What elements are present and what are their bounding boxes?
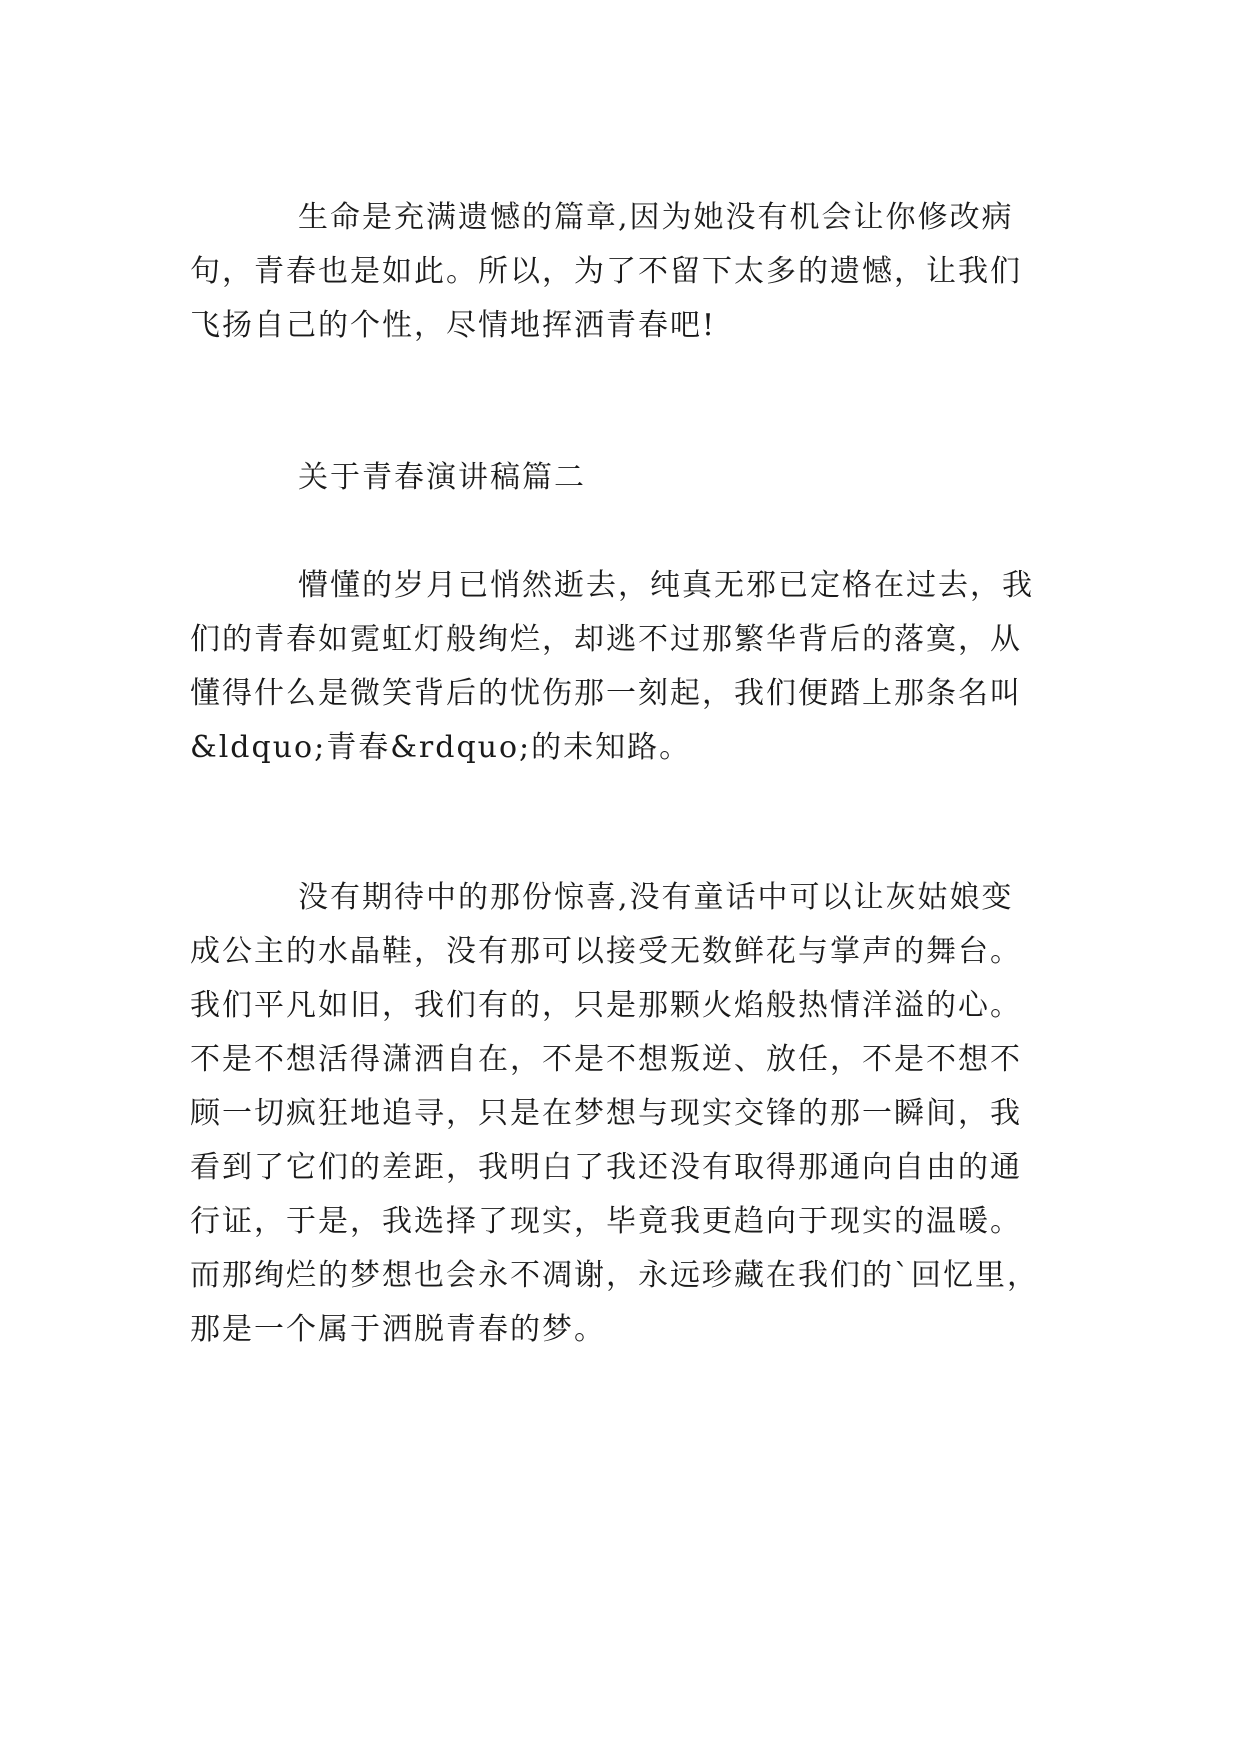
paragraph-3-line-9: 那是一个属于洒脱青春的梦。	[190, 1312, 606, 1347]
paragraph-2-line-2: 们的青春如霓虹灯般绚烂，却逃不过那繁华背后的落寞，从	[190, 622, 1022, 657]
paragraph-3-line-6: 看到了它们的差距，我明白了我还没有取得那通向自由的通	[190, 1150, 1022, 1185]
paragraph-3-line-8: 而那绚烂的梦想也会永不凋谢，永远珍藏在我们的`回忆里，	[190, 1258, 1039, 1293]
paragraph-3-line-7: 行证，于是，我选择了现实，毕竟我更趋向于现实的温暖。	[190, 1204, 1022, 1239]
paragraph-3-line-3: 我们平凡如旧，我们有的，只是那颗火焰般热情洋溢的心。	[190, 988, 1022, 1023]
paragraph-2-line-4: &ldquo;青春&rdquo;的未知路。	[190, 730, 692, 765]
paragraph-2-line-3: 懂得什么是微笑背后的忧伤那一刻起，我们便踏上那条名叫	[190, 676, 1022, 711]
paragraph-3-line-1: 没有期待中的那份惊喜,没有童话中可以让灰姑娘变	[298, 880, 1014, 915]
paragraph-3-line-2: 成公主的水晶鞋，没有那可以接受无数鲜花与掌声的舞台。	[190, 934, 1022, 969]
paragraph-1-line-1: 生命是充满遗憾的篇章,因为她没有机会让你修改病	[298, 200, 1014, 235]
paragraph-2-line-1: 懵懂的岁月已悄然逝去，纯真无邪已定格在过去，我	[298, 568, 1034, 603]
paragraph-3-line-4: 不是不想活得潇洒自在，不是不想叛逆、放任，不是不想不	[190, 1042, 1022, 1077]
paragraph-3-line-5: 顾一切疯狂地追寻，只是在梦想与现实交锋的那一瞬间，我	[190, 1096, 1022, 1131]
section-heading: 关于青春演讲稿篇二	[298, 460, 586, 495]
paragraph-1-line-2: 句，青春也是如此。所以，为了不留下太多的遗憾，让我们	[190, 254, 1022, 289]
paragraph-1-line-3: 飞扬自己的个性，尽情地挥洒青春吧!	[190, 308, 717, 343]
